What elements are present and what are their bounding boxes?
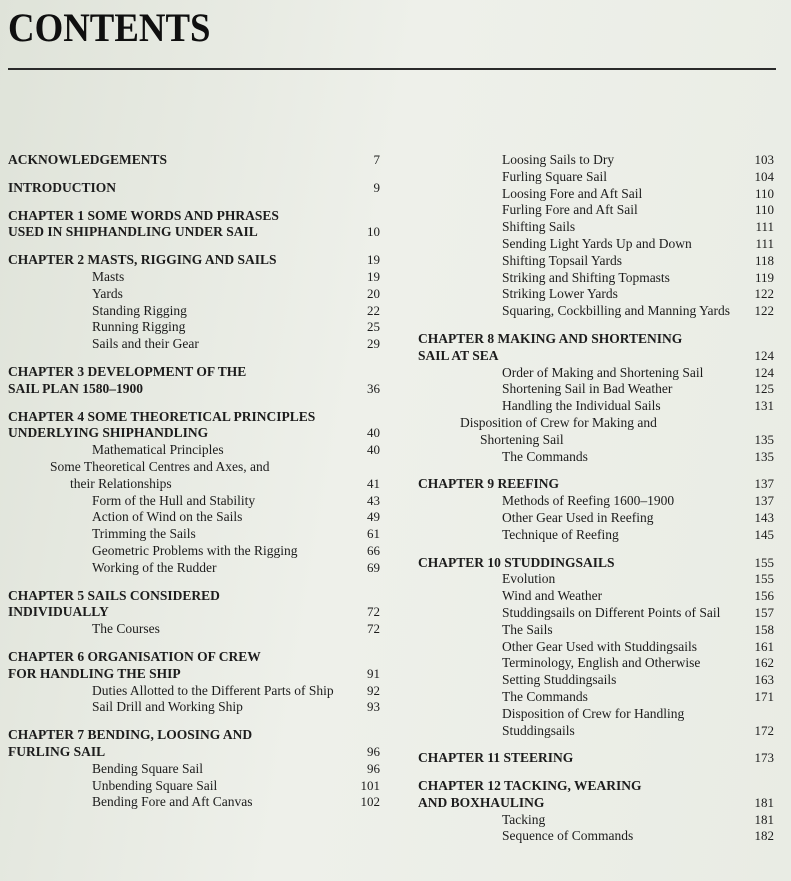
page-number: 118 xyxy=(754,252,774,268)
toc-row xyxy=(418,750,774,767)
page-number: 163 xyxy=(754,672,774,688)
section-title: Methods of Reefing 1600–1900 xyxy=(502,493,675,509)
page-number: 7 xyxy=(373,152,380,167)
toc-entry xyxy=(8,761,380,778)
entry-spacer xyxy=(8,638,380,649)
toc-row xyxy=(460,672,774,689)
page-number: 41 xyxy=(367,475,380,491)
toc-row xyxy=(460,812,774,829)
section-title: Loosing Sails to Dry xyxy=(502,152,615,167)
page-number: 122 xyxy=(754,286,774,302)
toc-entry xyxy=(418,706,774,740)
page-number: 92 xyxy=(367,682,380,698)
toc-entry xyxy=(418,778,774,812)
section-title: The Commands xyxy=(502,448,588,464)
toc-row xyxy=(50,526,380,543)
toc-row xyxy=(8,744,380,761)
toc-row xyxy=(418,432,774,449)
toc-entry xyxy=(418,286,774,303)
chapter-title-line: SAIL PLAN 1580–1900 xyxy=(8,380,144,396)
page-number: 96 xyxy=(367,743,380,759)
section-title: Sequence of Commands xyxy=(502,828,634,844)
page-number: 122 xyxy=(754,303,774,319)
chapter-title-line: CHAPTER 3 DEVELOPMENT OF THE xyxy=(8,363,247,379)
page-number: 19 xyxy=(367,252,380,268)
page-number: 137 xyxy=(754,493,774,509)
toc-entry xyxy=(8,526,380,543)
section-title: Furling Fore and Aft Sail xyxy=(502,202,638,218)
page-number: 162 xyxy=(754,655,774,671)
toc-row xyxy=(460,152,774,169)
toc-row xyxy=(50,621,380,638)
toc-entry xyxy=(418,303,774,320)
page-number: 72 xyxy=(367,604,380,620)
page-number: 49 xyxy=(367,509,380,525)
chapter-title-line: FOR HANDLING THE SHIP xyxy=(8,665,181,681)
page-number: 111 xyxy=(755,235,774,251)
toc-entry xyxy=(418,510,774,527)
toc-row xyxy=(460,219,774,236)
page-number: 36 xyxy=(367,380,380,396)
toc-entry xyxy=(418,202,774,219)
section-title: Furling Square Sail xyxy=(502,168,607,184)
chapter-title-line: CHAPTER 2 MASTS, RIGGING AND SAILS xyxy=(8,252,277,268)
toc-row xyxy=(8,459,380,476)
toc-row xyxy=(460,605,774,622)
page-number: 72 xyxy=(367,621,380,637)
toc-row xyxy=(460,571,774,588)
toc-entry xyxy=(418,689,774,706)
toc-row xyxy=(460,588,774,605)
section-title: The Sails xyxy=(502,621,553,637)
toc-entry xyxy=(418,639,774,656)
section-title: Bending Fore and Aft Canvas xyxy=(92,794,253,810)
toc-entry xyxy=(418,449,774,466)
entry-spacer xyxy=(418,767,774,778)
toc-entry xyxy=(8,649,380,683)
toc-entry xyxy=(418,588,774,605)
entry-spacer xyxy=(8,577,380,588)
page-number: 101 xyxy=(360,777,380,793)
toc-entry xyxy=(8,409,380,443)
section-title: Tacking xyxy=(502,811,546,827)
toc-left-column xyxy=(8,152,380,811)
section-title: Order of Making and Shortening Sail xyxy=(502,364,704,380)
toc-row xyxy=(50,699,380,716)
chapter-title-line: CHAPTER 6 ORGANISATION OF CREW xyxy=(8,648,261,664)
toc-row xyxy=(50,442,380,459)
toc-entry xyxy=(418,622,774,639)
toc-row xyxy=(418,778,774,795)
toc-heading: INTRODUCTION xyxy=(8,179,117,195)
page-number: 91 xyxy=(367,665,380,681)
toc-row xyxy=(418,331,774,348)
toc-row xyxy=(8,224,380,241)
toc-entry xyxy=(418,812,774,829)
toc-row xyxy=(50,319,380,336)
section-title: Running Rigging xyxy=(92,319,186,335)
toc-entry xyxy=(418,555,774,572)
toc-row xyxy=(460,639,774,656)
page-number: 61 xyxy=(367,526,380,542)
toc-row xyxy=(460,186,774,203)
toc-right-column xyxy=(418,152,774,845)
page-title: CONTENTS xyxy=(8,5,211,50)
toc-row xyxy=(50,303,380,320)
chapter-title-line: CHAPTER 9 REEFING xyxy=(418,476,560,492)
page-number: 172 xyxy=(754,722,774,738)
section-title-line: Shortening Sail xyxy=(480,431,564,447)
toc-row xyxy=(8,425,380,442)
section-title: The Courses xyxy=(92,621,160,637)
page-number: 110 xyxy=(754,202,774,218)
page-number: 66 xyxy=(367,542,380,558)
toc-entry xyxy=(8,560,380,577)
section-title: Terminology, English and Otherwise xyxy=(502,655,701,671)
page-number: 155 xyxy=(754,554,774,570)
section-title: Masts xyxy=(92,268,125,284)
section-title: Handling the Individual Sails xyxy=(502,398,661,414)
toc-row xyxy=(8,727,380,744)
toc-row xyxy=(460,510,774,527)
section-title: Unbending Square Sail xyxy=(92,777,218,793)
toc-entry xyxy=(418,750,774,767)
page-number: 181 xyxy=(754,794,774,810)
toc-entry xyxy=(418,605,774,622)
toc-entry xyxy=(8,364,380,398)
section-title: Sending Light Yards Up and Down xyxy=(502,235,692,251)
toc-entry xyxy=(8,778,380,795)
page-number: 20 xyxy=(367,285,380,301)
toc-entry xyxy=(8,180,380,197)
toc-row xyxy=(8,208,380,225)
page-number: 43 xyxy=(367,492,380,508)
toc-row xyxy=(8,604,380,621)
toc-row xyxy=(460,286,774,303)
toc-row xyxy=(8,364,380,381)
toc-entry xyxy=(418,571,774,588)
toc-row xyxy=(8,476,380,493)
toc-row xyxy=(50,778,380,795)
section-title: Form of the Hull and Stability xyxy=(92,492,256,508)
entry-spacer xyxy=(418,739,774,750)
toc-row xyxy=(8,666,380,683)
toc-row xyxy=(460,449,774,466)
toc-row xyxy=(8,409,380,426)
toc-entry xyxy=(418,476,774,493)
entry-spacer xyxy=(418,544,774,555)
page-number: 131 xyxy=(754,398,774,414)
toc-entry xyxy=(8,336,380,353)
page-number: 10 xyxy=(367,224,380,240)
page-number: 104 xyxy=(754,168,774,184)
toc-entry xyxy=(8,442,380,459)
page-number: 135 xyxy=(754,431,774,447)
chapter-title-line: CHAPTER 11 STEERING xyxy=(418,750,574,766)
toc-row xyxy=(418,555,774,572)
toc-entry xyxy=(418,828,774,845)
toc-entry xyxy=(8,727,380,761)
section-title: Loosing Fore and Aft Sail xyxy=(502,185,643,201)
page-number: 158 xyxy=(754,621,774,637)
chapter-title-line: AND BOXHAULING xyxy=(418,794,545,810)
section-title-line: Disposition of Crew for Making and xyxy=(460,414,657,430)
page-number: 156 xyxy=(754,588,774,604)
toc-row xyxy=(460,270,774,287)
page-number: 143 xyxy=(754,509,774,525)
toc-entry xyxy=(418,331,774,365)
section-title: Action of Wind on the Sails xyxy=(92,509,243,525)
section-title: Sails and their Gear xyxy=(92,336,199,352)
toc-row xyxy=(460,527,774,544)
toc-row xyxy=(460,398,774,415)
toc-entry xyxy=(418,236,774,253)
entry-spacer xyxy=(8,398,380,409)
toc-entry xyxy=(418,186,774,203)
chapter-title-line: CHAPTER 4 SOME THEORETICAL PRINCIPLES xyxy=(8,408,316,424)
toc-entry xyxy=(418,655,774,672)
entry-spacer xyxy=(8,716,380,727)
section-title: Standing Rigging xyxy=(92,302,187,318)
toc-row xyxy=(50,493,380,510)
section-title: The Commands xyxy=(502,688,588,704)
toc-entry xyxy=(8,208,380,242)
page-number: 145 xyxy=(754,526,774,542)
section-title: Technique of Reefing xyxy=(502,526,619,542)
page-number: 102 xyxy=(360,794,380,810)
section-title: Duties Allotted to the Different Parts of Ship xyxy=(92,682,334,698)
page-number: 19 xyxy=(367,268,380,284)
section-title: Mathematical Principles xyxy=(92,442,224,458)
page-number: 25 xyxy=(367,319,380,335)
toc-row xyxy=(460,236,774,253)
toc-row xyxy=(8,252,380,269)
toc-entry xyxy=(418,415,774,449)
toc-row xyxy=(460,706,774,740)
toc-row xyxy=(460,828,774,845)
toc-row xyxy=(50,509,380,526)
section-title: Wind and Weather xyxy=(502,588,603,604)
section-title: Trimming the Sails xyxy=(92,526,196,542)
section-title: Disposition of Crew for Handling Studdingsails xyxy=(502,705,685,738)
toc-row xyxy=(50,543,380,560)
toc-row xyxy=(460,655,774,672)
chapter-title-line: CHAPTER 5 SAILS CONSIDERED xyxy=(8,587,220,603)
toc-row xyxy=(460,493,774,510)
section-title: Working of the Rudder xyxy=(92,559,217,575)
toc-entry xyxy=(8,269,380,286)
toc-entry xyxy=(418,672,774,689)
toc-row xyxy=(460,303,774,320)
section-title: Squaring, Cockbilling and Manning Yards xyxy=(502,303,730,319)
entry-spacer xyxy=(8,169,380,180)
toc-entry xyxy=(8,509,380,526)
section-title: Shifting Sails xyxy=(502,219,576,235)
section-title: Shifting Topsail Yards xyxy=(502,252,622,268)
toc-row xyxy=(460,622,774,639)
toc-row xyxy=(460,689,774,706)
title-rule xyxy=(8,68,776,70)
chapter-title-line: CHAPTER 7 BENDING, LOOSING AND xyxy=(8,727,253,743)
toc-entry xyxy=(8,699,380,716)
toc-row xyxy=(460,253,774,270)
page-number: 173 xyxy=(754,750,774,766)
page-number: 40 xyxy=(367,442,380,458)
toc-entry xyxy=(8,543,380,560)
chapter-title-line: CHAPTER 1 SOME WORDS AND PHRASES xyxy=(8,207,279,223)
toc-row xyxy=(50,560,380,577)
toc-entry xyxy=(418,152,774,169)
page-number: 124 xyxy=(754,347,774,363)
toc-entry xyxy=(8,303,380,320)
toc-row xyxy=(8,180,380,197)
page-number: 103 xyxy=(754,152,774,167)
section-title: Striking and Shifting Topmasts xyxy=(502,269,670,285)
toc-row xyxy=(418,348,774,365)
page-number: 161 xyxy=(754,638,774,654)
chapter-title-line: UNDERLYING SHIPHANDLING xyxy=(8,425,209,441)
toc-entry xyxy=(418,381,774,398)
section-title: Yards xyxy=(92,285,123,301)
section-title: Geometric Problems with the Rigging xyxy=(92,542,298,558)
entry-spacer xyxy=(8,241,380,252)
toc-entry xyxy=(418,270,774,287)
toc-entry xyxy=(418,365,774,382)
page-number: 182 xyxy=(754,828,774,844)
toc-row xyxy=(460,169,774,186)
toc-row xyxy=(8,649,380,666)
chapter-title-line: CHAPTER 12 TACKING, WEARING xyxy=(418,778,642,794)
toc-entry xyxy=(418,527,774,544)
section-title: Sail Drill and Working Ship xyxy=(92,699,243,715)
section-title: Setting Studdingsails xyxy=(502,672,617,688)
entry-spacer xyxy=(418,465,774,476)
toc-entry xyxy=(8,152,380,169)
section-title-line: their Relationships xyxy=(70,475,172,491)
toc-entry xyxy=(8,252,380,269)
page-number: 29 xyxy=(367,336,380,352)
toc-heading: ACKNOWLEDGEMENTS xyxy=(8,152,168,167)
chapter-title-line: USED IN SHIPHANDLING UNDER SAIL xyxy=(8,224,258,240)
toc-entry xyxy=(8,794,380,811)
section-title: Studdingsails on Different Points of Sail xyxy=(502,604,721,620)
toc-entry xyxy=(418,493,774,510)
entry-spacer xyxy=(8,353,380,364)
page-number: 171 xyxy=(754,688,774,704)
toc-entry xyxy=(8,319,380,336)
toc-row xyxy=(50,286,380,303)
toc-row xyxy=(460,381,774,398)
page-number: 111 xyxy=(755,219,774,235)
page-number: 135 xyxy=(754,448,774,464)
toc-entry xyxy=(418,253,774,270)
page-number: 93 xyxy=(367,699,380,715)
toc-entry xyxy=(418,219,774,236)
page-number: 96 xyxy=(367,760,380,776)
chapter-title-line: FURLING SAIL xyxy=(8,743,106,759)
toc-entry xyxy=(418,398,774,415)
toc-row xyxy=(418,795,774,812)
page-number: 181 xyxy=(754,811,774,827)
toc-row xyxy=(8,381,380,398)
section-title: Other Gear Used with Studdingsails xyxy=(502,638,697,654)
page-number: 124 xyxy=(754,364,774,380)
page-number: 125 xyxy=(754,381,774,397)
entry-spacer xyxy=(418,320,774,331)
chapter-title-line: INDIVIDUALLY xyxy=(8,604,109,620)
page-number: 155 xyxy=(754,571,774,587)
page-number: 137 xyxy=(754,476,774,492)
section-title: Bending Square Sail xyxy=(92,760,203,776)
page-number: 9 xyxy=(373,179,380,195)
page-number: 40 xyxy=(367,425,380,441)
page-number: 110 xyxy=(754,185,774,201)
toc-row xyxy=(50,336,380,353)
toc-row xyxy=(50,761,380,778)
toc-entry xyxy=(8,459,380,493)
entry-spacer xyxy=(8,197,380,208)
page-number: 157 xyxy=(754,604,774,620)
toc-row xyxy=(418,415,774,432)
section-title-line: Some Theoretical Centres and Axes, and xyxy=(50,458,270,474)
toc-entry xyxy=(8,286,380,303)
toc-entry xyxy=(8,621,380,638)
toc-row xyxy=(50,269,380,286)
toc-row xyxy=(8,588,380,605)
section-title: Evolution xyxy=(502,571,556,587)
toc-entry xyxy=(8,588,380,622)
toc-entry xyxy=(418,169,774,186)
toc-row xyxy=(460,365,774,382)
toc-row xyxy=(8,152,380,169)
section-title: Other Gear Used in Reefing xyxy=(502,509,654,525)
toc-row xyxy=(50,794,380,811)
chapter-title-line: SAIL AT SEA xyxy=(418,347,499,363)
section-title: Striking Lower Yards xyxy=(502,286,618,302)
toc-row xyxy=(50,683,380,700)
toc-entry xyxy=(8,683,380,700)
chapter-title-line: CHAPTER 8 MAKING AND SHORTENING xyxy=(418,330,683,346)
page-number: 119 xyxy=(754,269,774,285)
chapter-title-line: CHAPTER 10 STUDDINGSAILS xyxy=(418,554,615,570)
page-number: 22 xyxy=(367,302,380,318)
section-title: Shortening Sail in Bad Weather xyxy=(502,381,673,397)
toc-entry xyxy=(8,493,380,510)
toc-row xyxy=(418,476,774,493)
toc-row xyxy=(460,202,774,219)
page-number: 69 xyxy=(367,559,380,575)
